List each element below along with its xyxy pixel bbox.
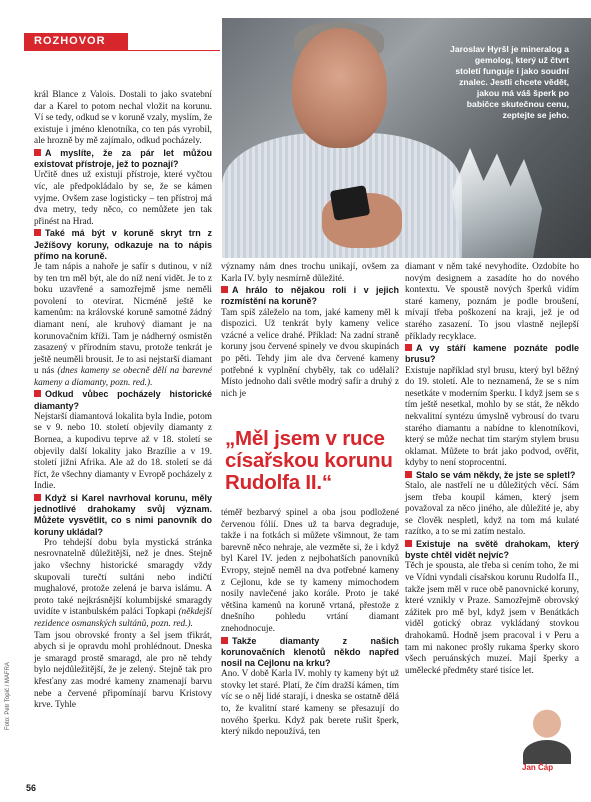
paragraph: Tam jsou obrovské fronty a šel jsem třikrát, abych si je opravdu mohl prohlédnout. Dneska je smaragd prostě smaragd, ale pro ně tehdy bylo nejdůležitější, že je zelený. Stejně tak pro křesťany zas modré kameny znamenají barvu nebe a červené připomínají barvu Kristovy krve. Tyhle bbox=[34, 630, 212, 711]
bullet-square-icon bbox=[405, 344, 412, 351]
paragraph: Ano. V době Karla IV. mohly ty kameny být už stovky let staré. Platí, že čím dražší kámen, tím víc se o něj lidé starají, i dneska se ostatně dělá to, že kvalitní staré kameny se přesazují do nového šperku. Když pak berete rušit šperk, který nikdo nepoužívá, ten bbox=[221, 669, 399, 738]
question: A hrálo to nějakou roli i v jejich rozmístění na koruně? bbox=[221, 285, 399, 307]
question: Odkud vůbec pocházely historické diamanty? bbox=[34, 389, 212, 411]
paragraph: Tam spíš záleželo na tom, jaké kameny měl k dispozici. Už tenkrát byly kameny velice vzácné a velice drahé. Příklad: Na zadní straně koruny jsou červené spinely ve dvou skupinách po pěti. Tehdy jim ale dva červené kameny potřebné k vyplnění chyběly, tak co udělali? Místo jednoho dali světle modrý safír a druhý z nich je bbox=[221, 307, 399, 399]
column-3 bbox=[405, 262, 579, 677]
column-2-bottom bbox=[221, 508, 399, 739]
bullet-square-icon bbox=[405, 540, 412, 547]
photo-stone bbox=[330, 185, 371, 221]
paragraph: Stalo, ale nastřelí ne u důležitých věcí. Sám jsem třeba koupil kámen, který jsem považoval za něco jiného, ale důležité je, aby se člověk nespletl, když na tom má kulaté razítko, a to se mi zatím nestalo. bbox=[405, 481, 579, 538]
column-1 bbox=[34, 90, 212, 712]
bullet-square-icon bbox=[221, 637, 228, 644]
paragraph: významy nám dnes trochu unikají, ovšem za Karla IV. byly nesmírně důležité. bbox=[221, 262, 399, 284]
paragraph: Určitě dnes už existují přístroje, které vyčtou víc, ale předpokládalo by se, že se kámen vyjme. Ovšem zase logisticky – ten přístroj má dva metry, tedy něco, co nemůžete jen tak přinést na Hrad. bbox=[34, 170, 212, 227]
paragraph: Nejstarší diamantová lokalita byla Indie, potom se v 9. nebo 10. století objevily diamanty z Bornea, a kupodivu teprve až v 18. století se objevily další lokality jako Brazílie a v 19. století jižní Afrika. Ale až do 18. století se dá říct, že všechny diamanty v Evropě pocházely z Indie. bbox=[34, 411, 212, 492]
section-rule bbox=[24, 50, 220, 51]
question: Takže diamanty z našich korunovačních klenotů někdo napřed nosil na Cejlonu na krku? bbox=[221, 635, 399, 668]
question: Také má být v koruně skryt trn z Ježíšovy koruny, odkazuje na to nápis přímo na koruně. bbox=[34, 228, 212, 261]
paragraph: král Blance z Valois. Dostali to jako svatební dar a Karel to potom nechal vložit na korunu. Ví se tedy, odkud se v koruně vzaly, myslím, že existuje i jméno klenotníka, co ten pás vyrobil, ale hrozně by mě zajímalo, odkud pocházely. bbox=[34, 90, 212, 147]
bullet-square-icon bbox=[34, 149, 41, 156]
paragraph: Pro tehdejší dobu byla mystická stránka nesrovnatelně důležitější, než je dnes. Stejně jako všechny historické smaragdy vždy skupovali turečtí sultáni nebo indičtí mughalové, protože zelená je barva islámu. A proto také nejkrásnější kolumbijské smaragdy uvidíte v istanbulském paláci Topkapi (někdejší rezidence osmanských sultánů, pozn. red.). bbox=[34, 537, 213, 630]
avatar-body bbox=[523, 740, 571, 764]
question: Stalo se vám někdy, že jste se spletl? bbox=[405, 470, 579, 481]
paragraph: Těch je spousta, ale třeba si cením toho, že mi ve Vídni vyndali císařskou korunu Rudolfa II., takže jsem měl v ruce obě panovnické koruny, které vznikly v Praze. Samozřejmě obrovský zážitek pro mě byl, když jsem v Benátkách viděl gotický obraz vykládaný stovkou drahokamů. Hodně jsem pracoval i v Peru a tam mi nakonec prošly rukama šperky skoro všech peruánských muzeí. Mají šperky a umělecké předměty staré tisíce let. bbox=[405, 561, 579, 676]
bullet-square-icon bbox=[405, 471, 412, 478]
question: Když si Karel navrhoval korunu, měly jednotlivé drahokamy svůj význam. Můžete vysvětlit, co s nimi panovník do koruny ukládal? bbox=[34, 493, 212, 537]
bullet-square-icon bbox=[34, 494, 41, 501]
paragraph: Je tam nápis a nahoře je safír s dutinou, v níž by ten trn měl být, ale do níž není vidět. Je to z boku uzavřené a samozřejmě jsme neměli povolení to otevírat. Nicméně ještě ke kamenům: na královské koruně samotné žádný diamant není, ale kruhový diamant je na korunovačním kříži. Tam je nádherný osmistěn zasazený v přírodním stavu, protože tenkrát je ještě neuměli brousit. Je to asi nejstarší diamant u nás (dnes kameny se obecně dělí na barevné kameny a diamanty, pozn. red.). bbox=[34, 261, 212, 388]
photo-caption: Jaroslav Hyršl je mineralog a gemolog, který už čtvrt století funguje i jako soudní znalec. Jestli chcete vědět, jakou má váš šperk po babičce skutečnou cenu, zeptejte se jeho. bbox=[450, 44, 569, 120]
photo-face bbox=[292, 28, 387, 148]
pull-quote: „Měl jsem v ruce císařskou korunu Rudolfa II.“ bbox=[225, 427, 393, 494]
paragraph: diamant v něm také nevyhodíte. Ozdobíte ho novým designem a zasadíte ho do nového kontextu. Ve spoustě nových šperků vidím staré kameny, poznám je podle broušení, mívají třeba poškození na kraji, jež je od starého zasazení. To jsou vlastně nejlepší příklady recyklace. bbox=[405, 262, 579, 342]
bullet-square-icon bbox=[34, 390, 41, 397]
photo-credit: Foto: Petr Topič / MAFRA bbox=[5, 662, 11, 730]
photo-crystal bbox=[452, 148, 542, 258]
question: A vy stáří kamene poznáte podle brusu? bbox=[405, 343, 579, 365]
question: Existuje na světě drahokam, který byste chtěl vidět nejvíc? bbox=[405, 539, 579, 561]
section-label: ROZHOVOR bbox=[24, 33, 128, 50]
question: A myslíte, že za pár let můžou existovat přístroje, jež to poznají? bbox=[34, 147, 212, 170]
avatar bbox=[519, 702, 575, 764]
bullet-square-icon bbox=[221, 286, 228, 293]
column-2-top bbox=[221, 262, 399, 400]
bullet-square-icon bbox=[34, 229, 41, 236]
avatar-caption: Jan Čáp bbox=[522, 763, 554, 772]
paragraph: Existuje například styl brusu, který byl běžný do 19. století. Ale to neznamená, že se s ním nesetkáte v moderním šperku. I když jsem se s tím ještě nesetkal, mohlo by se stát, že někdo nekvalitní syntézu úmyslně vybrousí do tvaru starého diamantu a nabídne to klenotníkovi, který se může nechat tím starým stylem brusu oklamat. Můžete to brát jako podvod, ověřit, kdyby to není stoprocentní. bbox=[405, 365, 579, 469]
paragraph: téměř bezbarvý spinel a oba jsou podložené červenou fólií. Dnes už ta barva degraduje, takže i na fotkách si můžete všimnout, že tam barevně něco nehraje, ale vezměte si, že i když byl Karel IV. jeden z nejbohatších panovníků Evropy, stejně neměl na dva potřebné kameny z Cejlonu, kde se ty kameny mimochodem nosily navlečené jako korále. Proto je také většina kamenů na koruně vrtaná, přestože z dnešního pohledu vrtání diamant znehodnocuje. bbox=[221, 508, 399, 634]
page-number: 56 bbox=[26, 783, 37, 793]
